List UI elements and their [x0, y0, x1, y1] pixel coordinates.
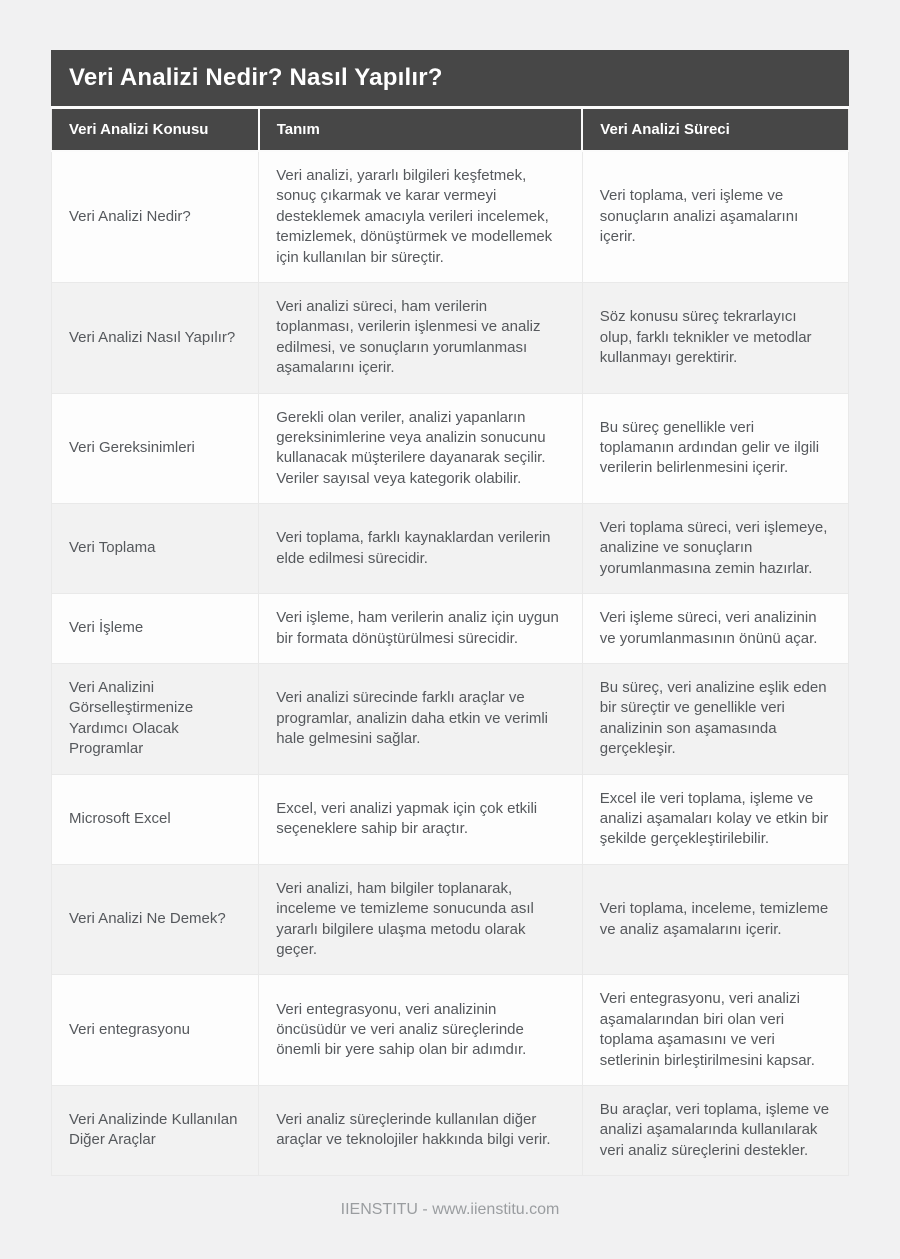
cell-process: Veri entegrasyonu, veri analizi aşamalarından biri olan veri toplama aşamasını ve veri setlerinin birleştirilmesini kapsar. [582, 975, 848, 1086]
cell-definition: Veri analizi, ham bilgiler toplanarak, inceleme ve temizleme sonucunda asıl yararlı bilgilere ulaşma metodu olarak geçer. [259, 864, 583, 975]
page-title: Veri Analizi Nedir? Nasıl Yapılır? [51, 50, 849, 109]
cell-topic: Veri Toplama [52, 504, 259, 594]
cell-topic: Veri entegrasyonu [52, 975, 259, 1086]
table-row [52, 975, 849, 1086]
table-body [52, 151, 849, 1176]
cell-definition: Veri analizi süreci, ham verilerin toplanması, verilerin işlenmesi ve analiz edilmesi, ve sonuçların yorumlanması aşamalarını içerir. [259, 282, 583, 393]
cell-topic: Veri Analizi Nedir? [52, 151, 259, 282]
cell-topic: Veri Gereksinimleri [52, 393, 259, 504]
table-row [52, 864, 849, 975]
cell-topic: Veri Analizi Nasıl Yapılır? [52, 282, 259, 393]
table-row [52, 594, 849, 664]
cell-definition: Gerekli olan veriler, analizi yapanların gereksinimlerine veya analizin sonucunu kullanacak müşterilere dayanarak seçilir. Veriler sayısal veya kategorik olabilir. [259, 393, 583, 504]
table-row [52, 774, 849, 864]
footer-branding: IIENSTITU - www.iienstitu.com [340, 1201, 560, 1219]
cell-definition: Veri toplama, farklı kaynaklardan verilerin elde edilmesi sürecidir. [259, 504, 583, 594]
cell-topic: Veri Analizi Ne Demek? [52, 864, 259, 975]
cell-topic: Microsoft Excel [52, 774, 259, 864]
column-header-topic: Veri Analizi Konusu [52, 109, 259, 151]
cell-process: Excel ile veri toplama, işleme ve analizi aşamaları kolay ve etkin bir şekilde gerçekleştirilebilir. [582, 774, 848, 864]
cell-definition: Veri entegrasyonu, veri analizinin öncüsüdür ve veri analiz süreçlerinde önemli bir yere sahip olan bir adımdır. [259, 975, 583, 1086]
column-header-process: Veri Analizi Süreci [582, 109, 848, 151]
table-row [52, 1085, 849, 1175]
cell-process: Bu süreç genellikle veri toplamanın ardından gelir ve ilgili verilerin belirlenmesini içerir. [582, 393, 848, 504]
cell-topic: Veri Analizinde Kullanılan Diğer Araçlar [52, 1085, 259, 1175]
cell-process: Veri toplama, inceleme, temizleme ve analiz aşamalarını içerir. [582, 864, 848, 975]
cell-definition: Veri analizi sürecinde farklı araçlar ve programlar, analizin daha etkin ve verimli hale gelmesini sağlar. [259, 664, 583, 775]
column-header-definition: Tanım [259, 109, 583, 151]
cell-process: Veri toplama süreci, veri işlemeye, analizine ve sonuçların yorumlanmasına zemin hazırlar. [582, 504, 848, 594]
cell-process: Veri toplama, veri işleme ve sonuçların analizi aşamalarını içerir. [582, 151, 848, 282]
cell-process: Bu araçlar, veri toplama, işleme ve analizi aşamalarında kullanılarak veri analiz süreçlerini destekler. [582, 1085, 848, 1175]
table-header-row [52, 109, 849, 151]
cell-definition: Veri analizi, yararlı bilgileri keşfetmek, sonuç çıkarmak ve karar vermeyi desteklemek amacıyla verileri incelemek, temizlemek, dönüştürmek ve modellemek için kullanılan bir süreçtir. [259, 151, 583, 282]
cell-process: Bu süreç, veri analizine eşlik eden bir süreçtir ve genellikle veri analizinin son aşamasında gerçekleşir. [582, 664, 848, 775]
cell-topic: Veri İşleme [52, 594, 259, 664]
content-card [51, 0, 849, 1259]
table-row [52, 664, 849, 775]
data-analysis-table [51, 109, 849, 1176]
cell-definition: Veri analiz süreçlerinde kullanılan diğer araçlar ve teknolojiler hakkında bilgi verir. [259, 1085, 583, 1175]
cell-definition: Veri işleme, ham verilerin analiz için uygun bir formata dönüştürülmesi sürecidir. [259, 594, 583, 664]
cell-definition: Excel, veri analizi yapmak için çok etkili seçeneklere sahip bir araçtır. [259, 774, 583, 864]
cell-process: Söz konusu süreç tekrarlayıcı olup, farklı teknikler ve metodlar kullanmayı gerektirir. [582, 282, 848, 393]
table-row [52, 504, 849, 594]
cell-process: Veri işleme süreci, veri analizinin ve yorumlanmasının önünü açar. [582, 594, 848, 664]
table-header [52, 109, 849, 151]
cell-topic: Veri Analizini Görselleştirmenize Yardımcı Olacak Programlar [52, 664, 259, 775]
table-row [52, 393, 849, 504]
table-row [52, 151, 849, 282]
table-row [52, 282, 849, 393]
